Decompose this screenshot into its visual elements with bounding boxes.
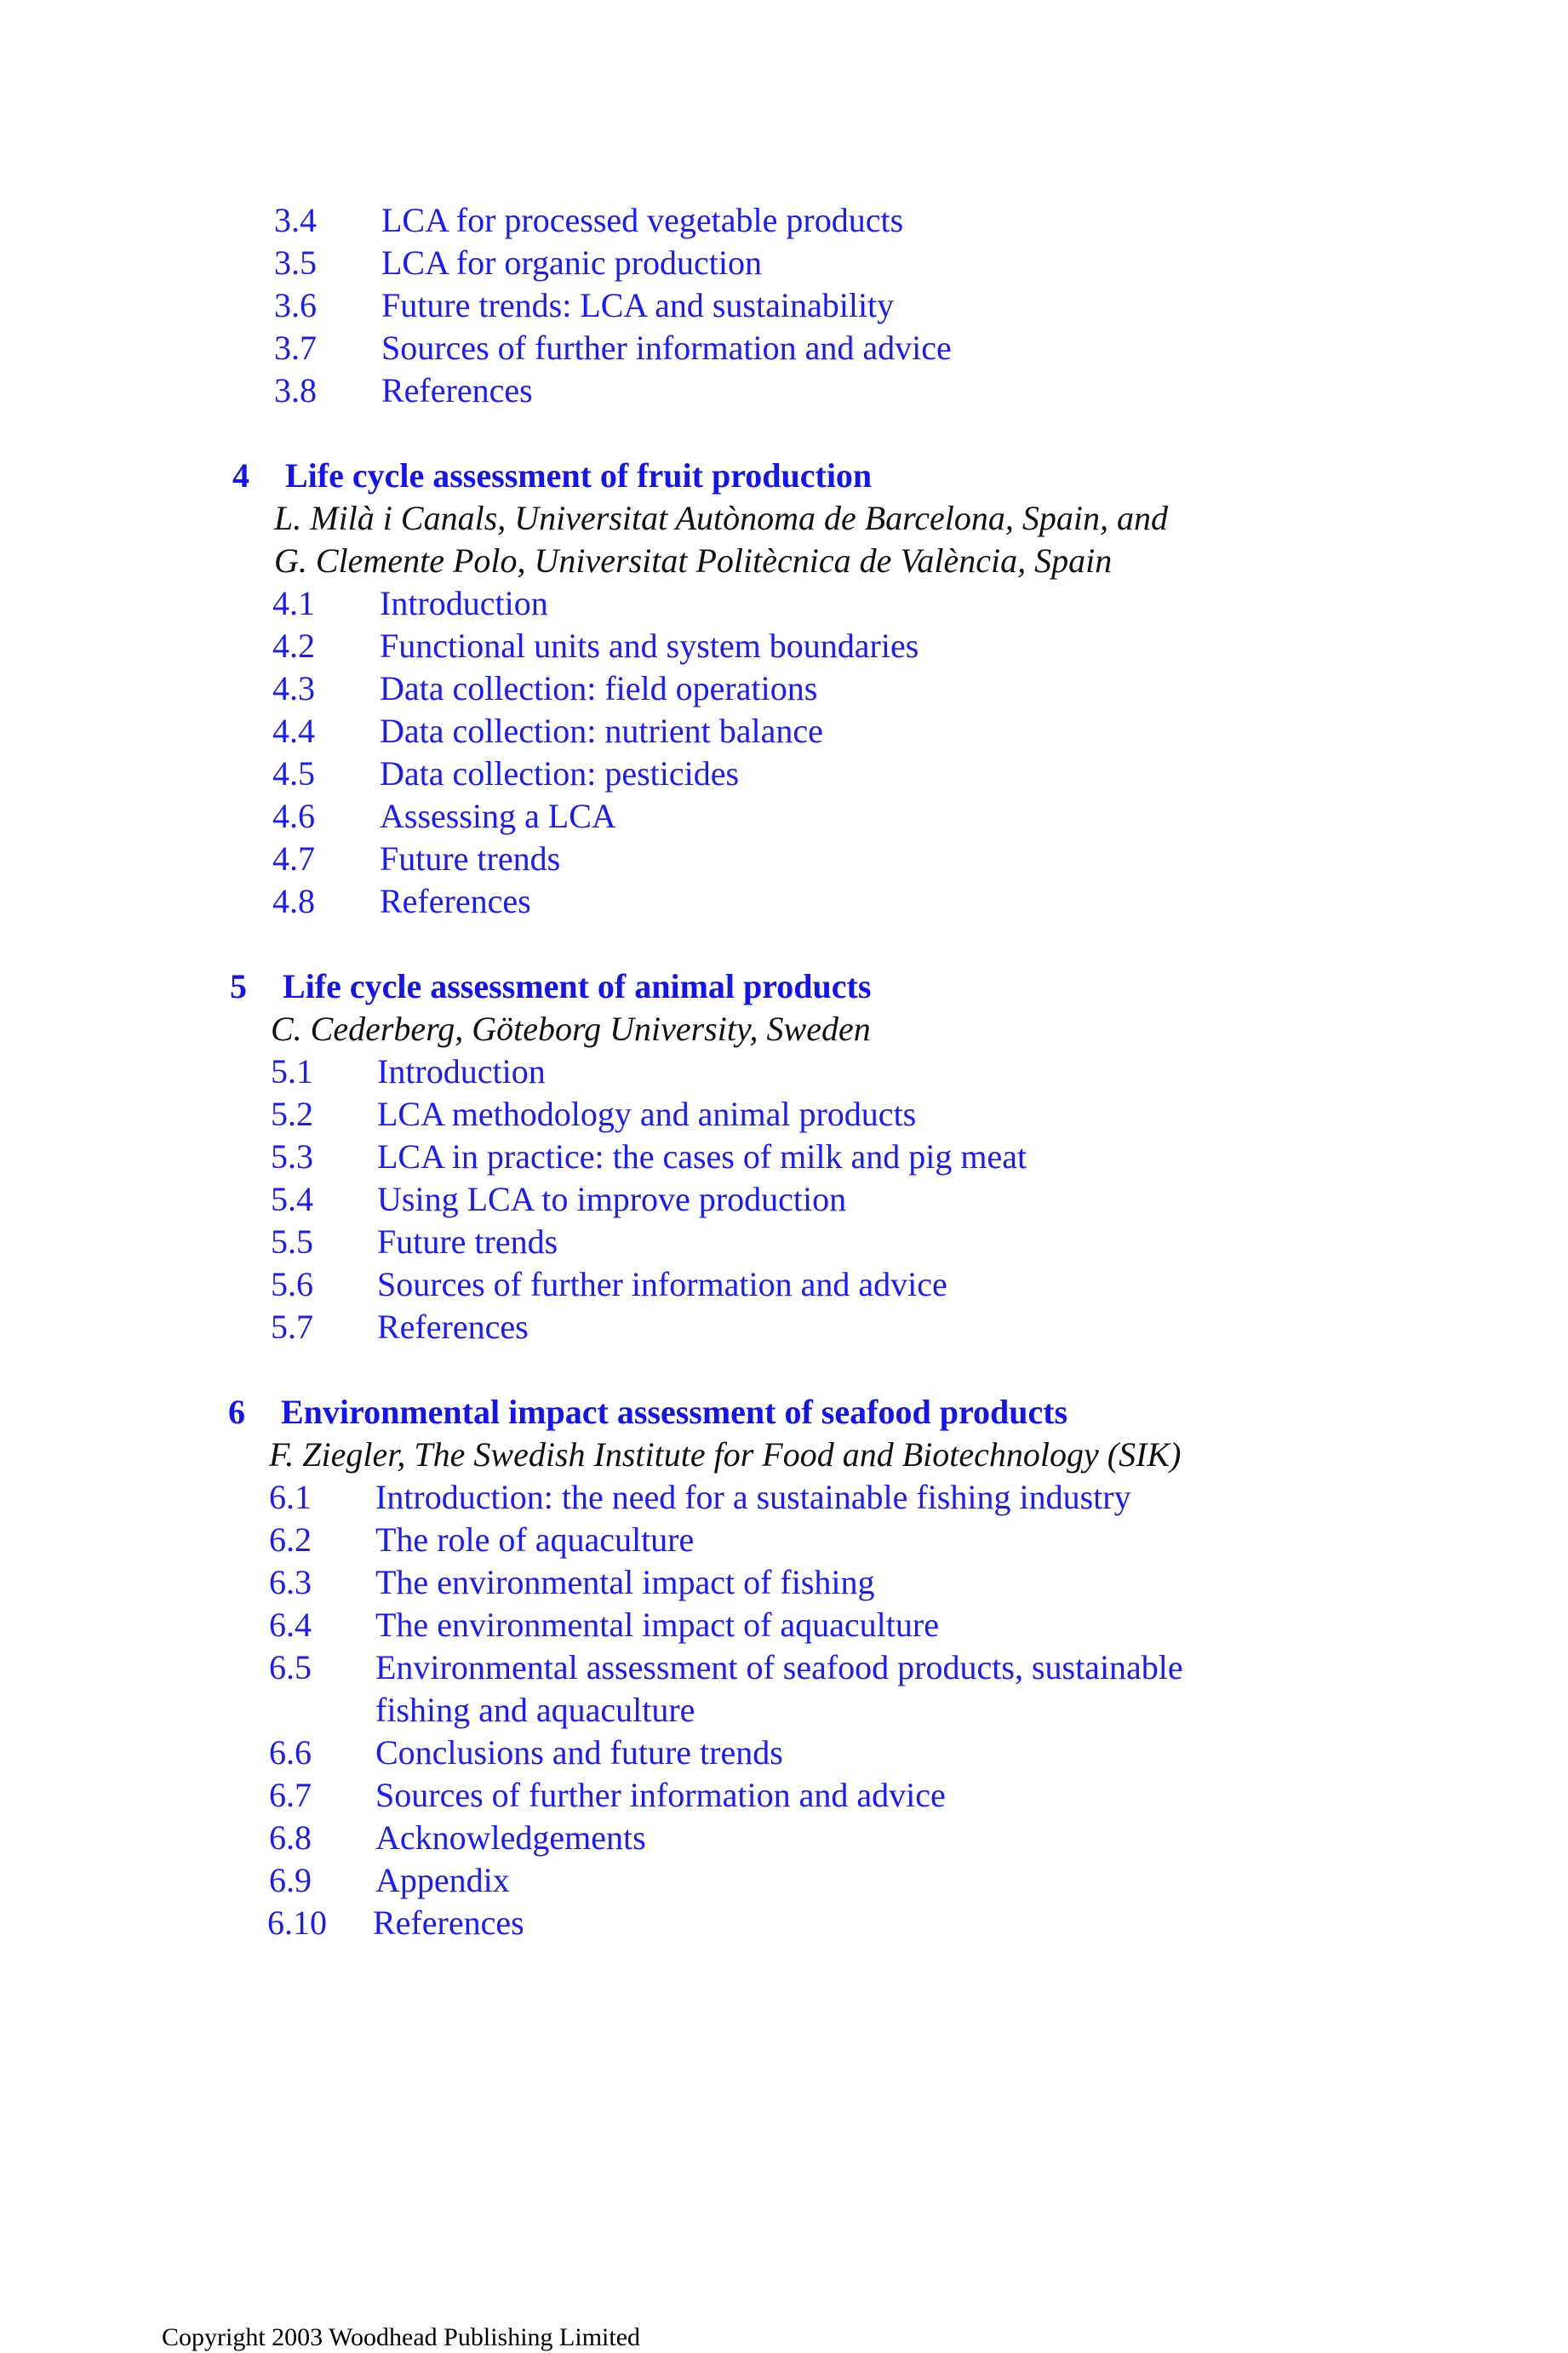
section-number: 6.10 xyxy=(267,1904,327,1942)
chapter-title: Environmental impact assessment of seafood products xyxy=(281,1393,1068,1431)
section-number: 5.7 xyxy=(271,1308,313,1346)
chapter-6-author: F. Ziegler, The Swedish Institute for Food and Biotechnology (SIK) xyxy=(269,1435,1182,1474)
section-title: Functional units and system boundaries xyxy=(380,627,919,665)
chapter-title: Life cycle assessment of fruit production xyxy=(285,456,873,495)
chapter-4-author: G. Clemente Polo, Universitat Politècnica de València, Spain xyxy=(274,541,1113,580)
section-number: 6.6 xyxy=(269,1733,312,1772)
section-number: 5.4 xyxy=(271,1180,313,1218)
section-number: 5.1 xyxy=(271,1052,313,1091)
section-number: 5.2 xyxy=(271,1095,313,1133)
section-title: References xyxy=(373,1904,524,1942)
chapter-title: Life cycle assessment of animal products xyxy=(283,967,872,1005)
section-title: Data collection: nutrient balance xyxy=(380,712,823,750)
section-title: LCA methodology and animal products xyxy=(377,1095,917,1133)
section-number: 4.4 xyxy=(272,712,315,750)
section-title: Environmental assessment of seafood products, sustainable xyxy=(375,1648,1183,1686)
section-number: 6.3 xyxy=(269,1563,312,1601)
chapter-4-author: L. Milà i Canals, Universitat Autònoma de Barcelona, Spain, and xyxy=(274,499,1168,537)
section-number: 6.1 xyxy=(269,1478,312,1516)
section-number: 4.6 xyxy=(272,797,315,835)
section-title: LCA for organic production xyxy=(381,243,762,282)
section-title: Appendix xyxy=(375,1861,510,1899)
section-title: Sources of further information and advice xyxy=(375,1776,946,1814)
section-number: 5.3 xyxy=(271,1137,313,1176)
copyright-notice: Copyright 2003 Woodhead Publishing Limited xyxy=(162,2323,641,2351)
chapter-5-author: C. Cederberg, Göteborg University, Sweden xyxy=(271,1010,871,1048)
section-title: Introduction xyxy=(380,584,548,622)
section-title-continued: fishing and aquaculture xyxy=(375,1691,695,1729)
section-number: 5.5 xyxy=(271,1222,313,1261)
chapter-number: 4 xyxy=(232,456,249,495)
section-title: Sources of further information and advice xyxy=(377,1265,947,1303)
section-title: LCA for processed vegetable products xyxy=(381,201,904,239)
section-title: The environmental impact of aquaculture xyxy=(375,1606,939,1644)
section-number: 3.5 xyxy=(274,243,317,282)
section-title: Data collection: field operations xyxy=(380,669,818,707)
section-number: 6.8 xyxy=(269,1818,312,1857)
section-number: 6.2 xyxy=(269,1520,312,1559)
section-title: References xyxy=(380,882,531,920)
section-title: References xyxy=(381,371,533,409)
section-title: References xyxy=(377,1308,529,1346)
section-number: 6.9 xyxy=(269,1861,312,1899)
section-number: 4.7 xyxy=(272,839,315,878)
section-title: Assessing a LCA xyxy=(380,797,616,835)
section-title: LCA in practice: the cases of milk and pig meat xyxy=(377,1137,1027,1176)
section-title: Future trends xyxy=(377,1222,558,1261)
section-number: 4.3 xyxy=(272,669,315,707)
section-number: 5.6 xyxy=(271,1265,313,1303)
chapter-number: 5 xyxy=(230,967,247,1005)
section-title: Using LCA to improve production xyxy=(377,1180,847,1218)
section-title: Future trends xyxy=(380,839,561,878)
section-number: 6.4 xyxy=(269,1606,312,1644)
section-title: Introduction: the need for a sustainable fishing industry xyxy=(375,1478,1131,1516)
section-number: 3.8 xyxy=(274,371,317,409)
section-number: 3.4 xyxy=(274,201,317,239)
section-number: 3.6 xyxy=(274,286,317,324)
section-title: The role of aquaculture xyxy=(375,1520,695,1559)
section-title: The environmental impact of fishing xyxy=(375,1563,875,1601)
section-number: 3.7 xyxy=(274,329,317,367)
section-title: Data collection: pesticides xyxy=(380,754,740,793)
section-title: Introduction xyxy=(377,1052,546,1091)
section-number: 6.7 xyxy=(269,1776,312,1814)
section-number: 4.5 xyxy=(272,754,315,793)
section-title: Conclusions and future trends xyxy=(375,1733,783,1772)
chapter-number: 6 xyxy=(228,1393,245,1431)
section-title: Sources of further information and advice xyxy=(381,329,952,367)
section-number: 6.5 xyxy=(269,1648,312,1686)
section-number: 4.2 xyxy=(272,627,315,665)
section-number: 4.8 xyxy=(272,882,315,920)
section-number: 4.1 xyxy=(272,584,315,622)
section-title: Future trends: LCA and sustainability xyxy=(381,286,895,324)
section-title: Acknowledgements xyxy=(375,1818,646,1857)
